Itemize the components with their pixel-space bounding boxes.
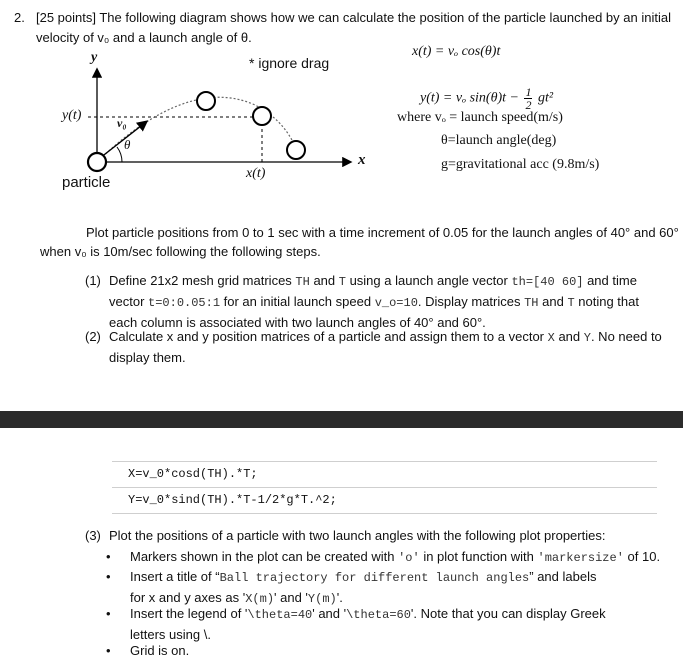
step-1-label: (1) <box>85 273 101 288</box>
question-number: 2. <box>14 10 25 25</box>
bullet-dot: • <box>106 549 111 564</box>
bullet-dot: • <box>106 643 111 658</box>
question-text <box>36 8 676 48</box>
particle-end <box>287 141 305 159</box>
fraction-denominator: 2 <box>525 98 532 112</box>
g-definition: g=gravitational acc (9.8m/s) <box>441 157 600 172</box>
v0-label: v₀ <box>117 116 127 130</box>
code-line-1-text: X=v_0*cosd(TH).*T; <box>128 467 258 481</box>
code-line-2 <box>112 487 657 514</box>
question-line-1: [25 points] The following diagram shows how we can calculate the position of the particle launched by an initial <box>36 10 671 25</box>
where-line: where vₒ = launch speed(m/s) <box>397 110 563 125</box>
drag-note: * ignore drag <box>249 55 330 71</box>
theta-arc <box>117 147 122 162</box>
step-2-body <box>109 327 662 367</box>
y-equation-fraction <box>524 86 532 111</box>
particle-mid <box>253 107 271 125</box>
bullet-dot: • <box>106 606 111 621</box>
code-line-1 <box>112 461 657 487</box>
yt-label: y(t) <box>62 108 82 123</box>
y-axis-label: y <box>91 50 98 65</box>
y-equation-tail: gt² <box>537 90 554 106</box>
intro-line-1: Plot particle positions from 0 to 1 sec with a time increment of 0.05 for the launch angles of 40° and 60° <box>86 225 679 240</box>
theta-label: θ <box>124 137 131 152</box>
step-2-line-1: Calculate x and y position matrices of a particle and assign them to a vector X and Y. No need to <box>109 329 662 345</box>
code-line-2-text: Y=v_0*sind(TH).*T-1/2*g*T.^2; <box>128 493 337 507</box>
x-equation: x(t) = vₒ cos(θ)t <box>412 44 501 59</box>
step-2-line-2: display them. <box>109 350 186 365</box>
step-1-line-2: vector t=0:0.05:1 for an initial launch speed v_o=10. Display matrices TH and T noting that <box>109 294 639 310</box>
bullet-dot: • <box>106 569 111 584</box>
step-1-line-1: Define 21x2 mesh grid matrices TH and T using a launch angle vector th=[40 60] and time <box>109 273 637 289</box>
xt-label: x(t) <box>246 166 266 181</box>
step-1-line-3: each column is associated with two launch angles of 40° and 60°. <box>109 315 486 330</box>
step-3-text: Plot the positions of a particle with two launch angles with the following plot properties: <box>109 528 606 543</box>
particle-label: particle <box>62 174 111 191</box>
y-equation-main: y(t) = vₒ sin(θ)t − <box>420 90 519 106</box>
page-separator <box>0 411 683 428</box>
intro-line-2: when v₀ is 10m/sec following the following steps. <box>40 244 321 259</box>
theta-definition: θ=launch angle(deg) <box>441 133 557 148</box>
particle-start <box>88 153 106 171</box>
step-3-label: (3) <box>85 528 101 543</box>
particle-top <box>197 92 215 110</box>
y-equation <box>420 86 553 111</box>
step-1-body <box>109 271 639 332</box>
step-2-label: (2) <box>85 329 101 344</box>
x-axis-label: x <box>358 152 366 168</box>
fraction-numerator: 1 <box>525 85 532 99</box>
question-line-2: velocity of v₀ and a launch angle of θ. <box>36 30 252 45</box>
